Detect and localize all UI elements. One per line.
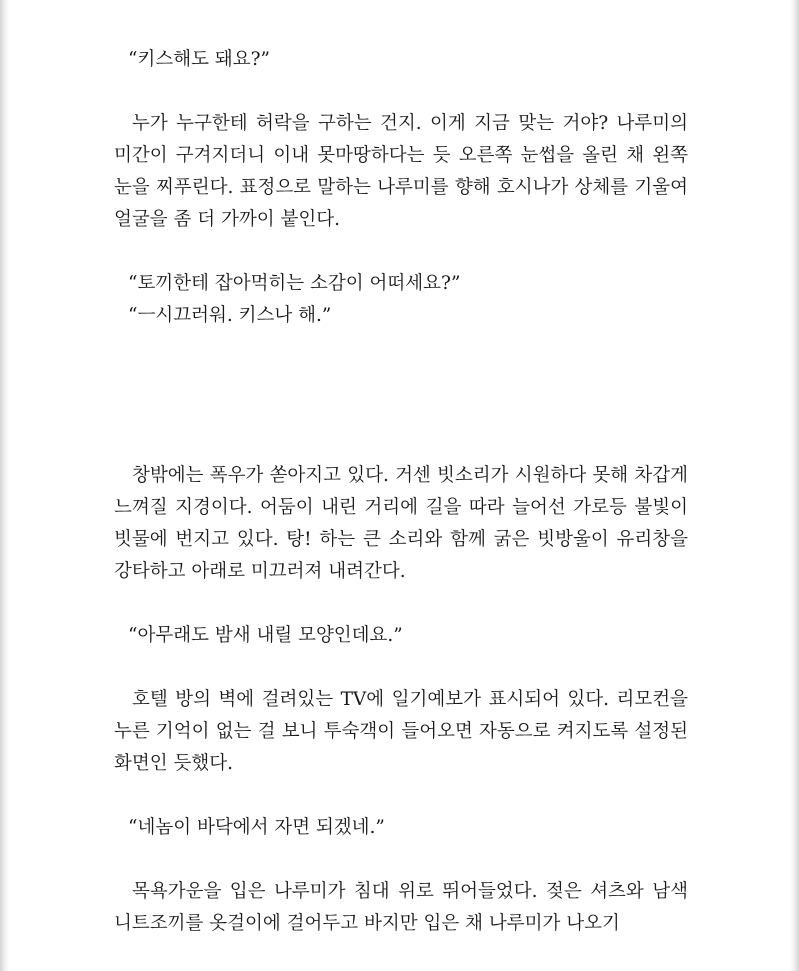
dialogue-paragraph: “네놈이 바닥에서 자면 되겠네.” <box>128 817 385 838</box>
narration-paragraph: 목욕가운을 입은 나루미가 침대 위로 뛰어들었다. 젖은 셔츠와 남색 니트조끼를 옷걸이에 걸어두고 바지만 입은 채 나루미가 나오기 <box>114 881 688 934</box>
book-page-text <box>114 44 688 940</box>
dialogue-paragraph: “아무래도 밤새 내릴 모양인데요.” <box>128 625 403 646</box>
dialogue-paragraph: “키스해도 돼요?” <box>128 49 270 70</box>
narration-paragraph: 호텔 방의 벽에 걸려있는 TV에 일기예보가 표시되어 있다. 리모컨을 누른 기억이 없는 걸 보니 투숙객이 들어오면 자동으로 켜지도록 설정된 화면인 듯했다. <box>114 689 688 774</box>
page-edge-shadow-right <box>790 0 799 971</box>
narration-paragraph: 창밖에는 폭우가 쏟아지고 있다. 거센 빗소리가 시원하다 못해 차갑게 느껴질 지경이다. 어둠이 내린 거리에 길을 따라 늘어선 가로등 불빛이 빗물에 번지고 있다. 탕! 하는 큰 소리와 함께 굵은 빗방울이 유리창을 강타하고 아래로 미끄러져 내려간다. <box>114 465 688 582</box>
page-edge-shadow-left <box>0 0 9 971</box>
dialogue-paragraph: “토끼한테 잡아먹히는 소감이 어떠세요?” <box>128 273 461 294</box>
dialogue-paragraph: “ㅡ시끄러워. 키스나 해.” <box>128 305 332 326</box>
narration-paragraph: 누가 누구한테 허락을 구하는 건지. 이게 지금 맞는 거야? 나루미의 미간이 구겨지더니 이내 못마땅하다는 듯 오른쪽 눈썹을 올린 채 왼쪽 눈을 찌푸린다. 표정으로 말하는 나루미를 향해 호시나가 상체를 기울여 얼굴을 좀 더 가까이 붙인다. <box>114 113 688 230</box>
